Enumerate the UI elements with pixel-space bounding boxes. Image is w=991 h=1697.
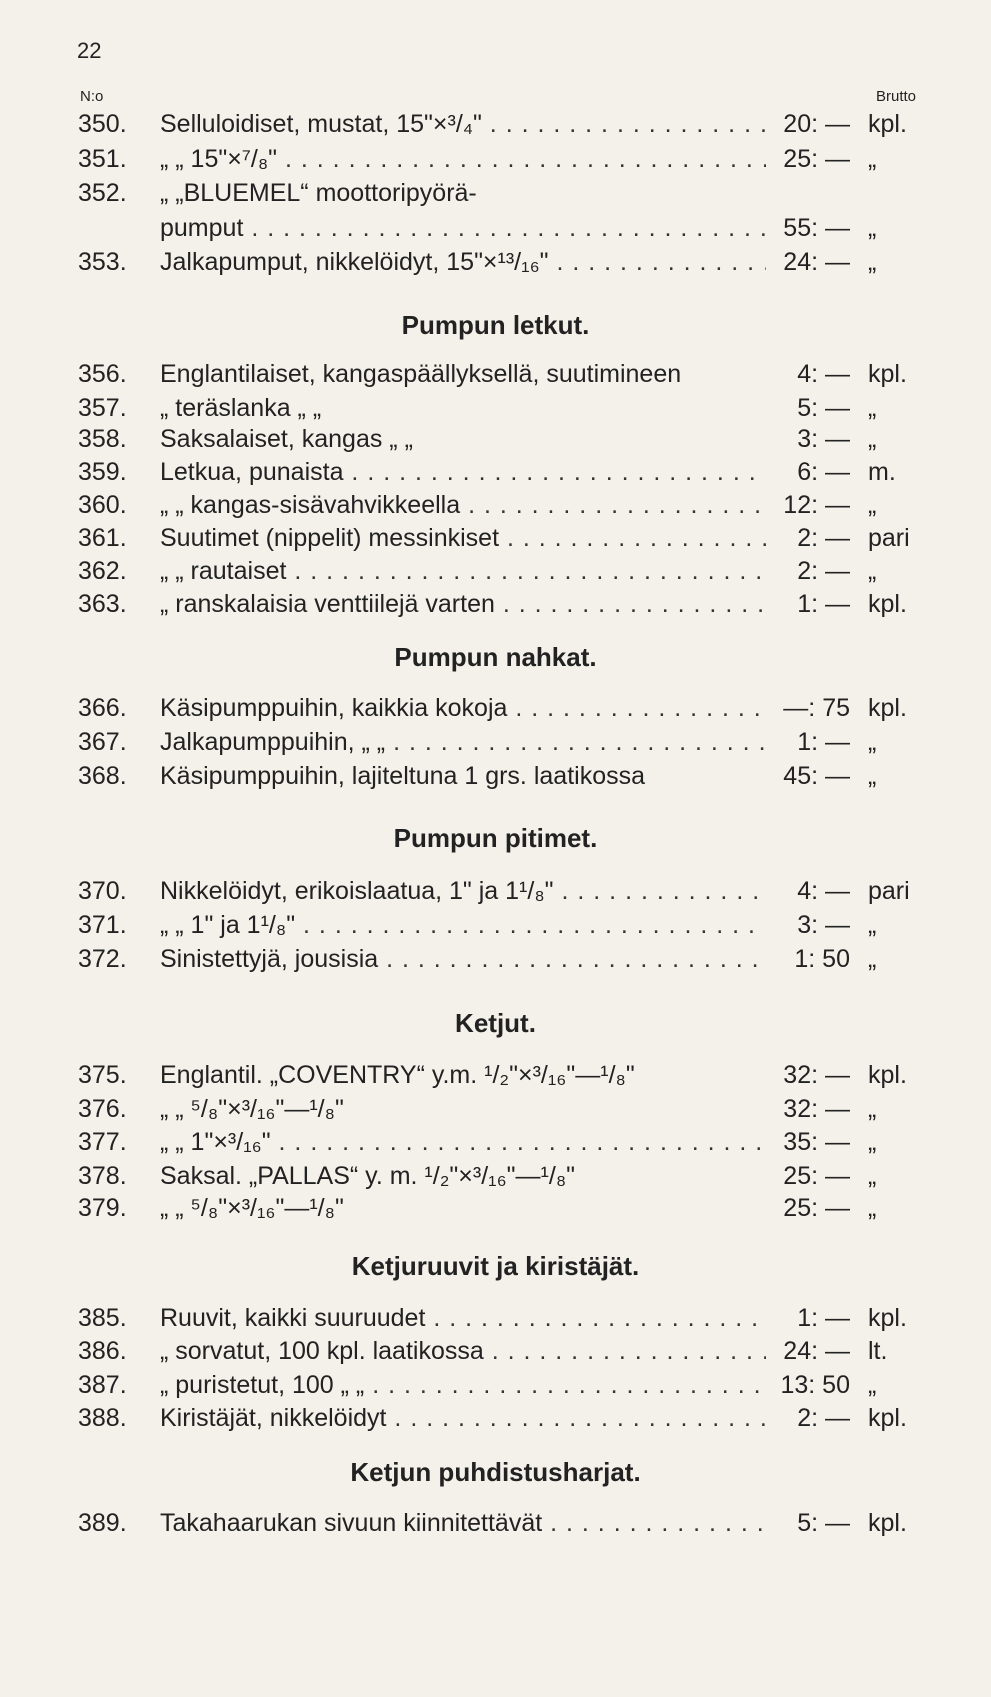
item-description: pumput . . . [160, 212, 766, 244]
item-price: 24: — [783, 1337, 850, 1365]
list-item [0, 909, 991, 941]
item-price: 25: — [783, 1162, 850, 1190]
item-unit: lt. [868, 1337, 888, 1365]
item-description: Englantilaiset, kangaspäällyksellä, suutimineen [160, 360, 682, 388]
item-price: 25: — [783, 145, 850, 173]
section-heading: Ketjun puhdistusharjat. [350, 1457, 641, 1487]
item-number: 377. [78, 1128, 127, 1156]
section-heading: Pumpun pitimet. [393, 823, 598, 853]
item-description: „ „ 15"×⁷/₈" . . . [160, 143, 766, 175]
section-heading: Ketjuruuvit ja kiristäjät. [351, 1251, 640, 1281]
item-description: Nikkelöidyt, erikoislaatua, 1" ja 1¹/₈" . . . [160, 875, 766, 907]
list-item [0, 1192, 991, 1224]
item-number: 387. [78, 1371, 127, 1399]
item-number: 386. [78, 1337, 127, 1365]
item-number: 375. [78, 1061, 127, 1089]
page-number: 22 [77, 38, 102, 63]
item-description: Jalkapumput, nikkelöidyt, 15"×¹³/₁₆" . . . [160, 246, 766, 278]
item-description: „ „ ⁵/₈"×³/₁₆"—¹/₈" [160, 1095, 344, 1123]
list-item [0, 456, 991, 488]
list-item [0, 875, 991, 907]
item-description: „ „ rautaiset . . . [160, 555, 766, 587]
item-description: Kiristäjät, nikkelöidyt . . . [160, 1402, 766, 1434]
item-unit: „ [868, 1194, 877, 1222]
list-item [0, 692, 991, 724]
item-number: 385. [78, 1304, 127, 1332]
item-unit: „ [868, 557, 877, 585]
item-price: 1: — [797, 728, 850, 756]
list-item [0, 423, 991, 455]
item-unit: kpl. [868, 1304, 907, 1332]
list-item [0, 1302, 991, 1334]
item-price: 25: — [783, 1194, 850, 1222]
list-item [0, 143, 991, 175]
column-header-brutto: Brutto [876, 88, 917, 105]
item-unit: kpl. [868, 694, 907, 722]
section-heading: Pumpun letkut. [401, 310, 590, 340]
list-item [0, 1369, 991, 1401]
list-item [0, 943, 991, 975]
item-price: 13: 50 [780, 1371, 850, 1399]
item-description: Saksal. „PALLAS“ y. m. ¹/₂"×³/₁₆"—¹/₈" [160, 1162, 576, 1190]
item-description: „ ranskalaisia venttiilejä varten . . . [160, 588, 766, 620]
item-number: 353. [78, 248, 127, 276]
item-price: 55: — [783, 214, 850, 242]
item-unit: „ [868, 425, 877, 453]
section-heading: Ketjut. [455, 1008, 536, 1038]
list-item [0, 1126, 991, 1158]
item-description: Ruuvit, kaikki suuruudet . . . [160, 1302, 766, 1334]
item-description: „ „ 1" ja 1¹/₈" . . . [160, 909, 766, 941]
item-description: Selluloidiset, mustat, 15"×³/₄" . . . [160, 108, 766, 140]
item-number: 358. [78, 425, 127, 453]
item-price: 4: — [797, 877, 850, 905]
item-unit: „ [868, 145, 877, 173]
item-description: Käsipumppuihin, lajiteltuna 1 grs. laatikossa [160, 762, 645, 790]
item-number: 359. [78, 458, 127, 486]
item-description: Sinistettyjä, jousisia . . . [160, 943, 766, 975]
column-header-number: N:o [80, 88, 104, 105]
item-description: „ „BLUEMEL“ moottoripyörä- [160, 179, 477, 207]
item-number: 371. [78, 911, 127, 939]
list-item [0, 1160, 991, 1192]
item-description: „ sorvatut, 100 kpl. laatikossa . . . [160, 1335, 766, 1367]
list-item [0, 358, 991, 390]
item-unit: „ [868, 1128, 877, 1156]
item-unit: pari [868, 877, 910, 905]
item-description: „ „ kangas-sisävahvikkeella . . . [160, 489, 766, 521]
item-unit: kpl. [868, 110, 907, 138]
item-description: „ „ 1"×³/₁₆" . . . [160, 1126, 766, 1158]
item-unit: „ [868, 762, 877, 790]
section-heading: Pumpun nahkat. [394, 642, 597, 672]
item-price: 6: — [797, 458, 850, 486]
item-unit: „ [868, 728, 877, 756]
item-price: 3: — [797, 911, 850, 939]
item-unit: kpl. [868, 1404, 907, 1432]
list-item [0, 1335, 991, 1367]
item-description: „ puristetut, 100 „ „ . . . [160, 1369, 766, 1401]
item-number: 352. [78, 179, 127, 207]
item-description: Letkua, punaista . . . [160, 456, 766, 488]
item-number: 389. [78, 1509, 127, 1537]
item-description: Saksalaiset, kangas „ „ [160, 425, 413, 453]
item-number: 372. [78, 945, 127, 973]
item-price: 24: — [783, 248, 850, 276]
item-number: 366. [78, 694, 127, 722]
item-description: „ teräslanka „ „ [160, 394, 322, 422]
item-number: 362. [78, 557, 127, 585]
list-item [0, 489, 991, 521]
item-price: 35: — [783, 1128, 850, 1156]
item-unit: kpl. [868, 360, 907, 388]
item-number: 367. [78, 728, 127, 756]
item-description: Englantil. „COVENTRY“ y.m. ¹/₂"×³/₁₆"—¹/₈" [160, 1061, 635, 1089]
item-number: 357. [78, 394, 127, 422]
list-item [0, 108, 991, 140]
item-unit: „ [868, 1095, 877, 1123]
item-number: 356. [78, 360, 127, 388]
list-item [0, 555, 991, 587]
item-unit: „ [868, 1371, 877, 1399]
item-unit: „ [868, 1162, 877, 1190]
item-price: 12: — [783, 491, 850, 519]
item-description: Käsipumppuihin, kaikkia kokoja . . . [160, 692, 766, 724]
item-number: 370. [78, 877, 127, 905]
item-unit: „ [868, 214, 877, 242]
item-unit: „ [868, 248, 877, 276]
item-price: 4: — [797, 360, 850, 388]
item-description: Takahaarukan sivuun kiinnitettävät . . . [160, 1507, 766, 1539]
item-price: 3: — [797, 425, 850, 453]
item-price: 32: — [783, 1095, 850, 1123]
list-item [0, 1059, 991, 1091]
list-item [0, 177, 991, 209]
item-unit: „ [868, 945, 877, 973]
item-unit: kpl. [868, 590, 907, 618]
list-item [0, 760, 991, 792]
item-price: —: 75 [783, 694, 850, 722]
list-item [0, 392, 991, 424]
item-description: Suutimet (nippelit) messinkiset . . . [160, 522, 766, 554]
item-price: 2: — [797, 1404, 850, 1432]
item-price: 1: — [797, 1304, 850, 1332]
item-unit: „ [868, 491, 877, 519]
item-unit: m. [868, 458, 896, 486]
item-unit: kpl. [868, 1061, 907, 1089]
list-item [0, 522, 991, 554]
item-unit: „ [868, 394, 877, 422]
item-price: 32: — [783, 1061, 850, 1089]
list-item [0, 1507, 991, 1539]
item-number: 388. [78, 1404, 127, 1432]
item-price: 2: — [797, 557, 850, 585]
item-price: 5: — [797, 1509, 850, 1537]
item-number: 376. [78, 1095, 127, 1123]
list-item [0, 588, 991, 620]
item-unit: „ [868, 911, 877, 939]
item-description: Jalkapumppuihin, „ „ . . . [160, 726, 766, 758]
item-price: 1: — [797, 590, 850, 618]
item-number: 351. [78, 145, 127, 173]
list-item [0, 1093, 991, 1125]
item-unit: pari [868, 524, 910, 552]
item-price: 20: — [783, 110, 850, 138]
item-unit: kpl. [868, 1509, 907, 1537]
item-price: 45: — [783, 762, 850, 790]
item-price: 1: 50 [794, 945, 850, 973]
item-number: 378. [78, 1162, 127, 1190]
item-price: 2: — [797, 524, 850, 552]
item-number: 363. [78, 590, 127, 618]
item-number: 379. [78, 1194, 127, 1222]
item-price: 5: — [797, 394, 850, 422]
item-number: 360. [78, 491, 127, 519]
list-item [0, 726, 991, 758]
list-item [0, 212, 991, 244]
item-number: 350. [78, 110, 127, 138]
list-item [0, 246, 991, 278]
list-item [0, 1402, 991, 1434]
item-description: „ „ ⁵/₈"×³/₁₆"—¹/₈" [160, 1194, 344, 1222]
item-number: 368. [78, 762, 127, 790]
item-number: 361. [78, 524, 127, 552]
